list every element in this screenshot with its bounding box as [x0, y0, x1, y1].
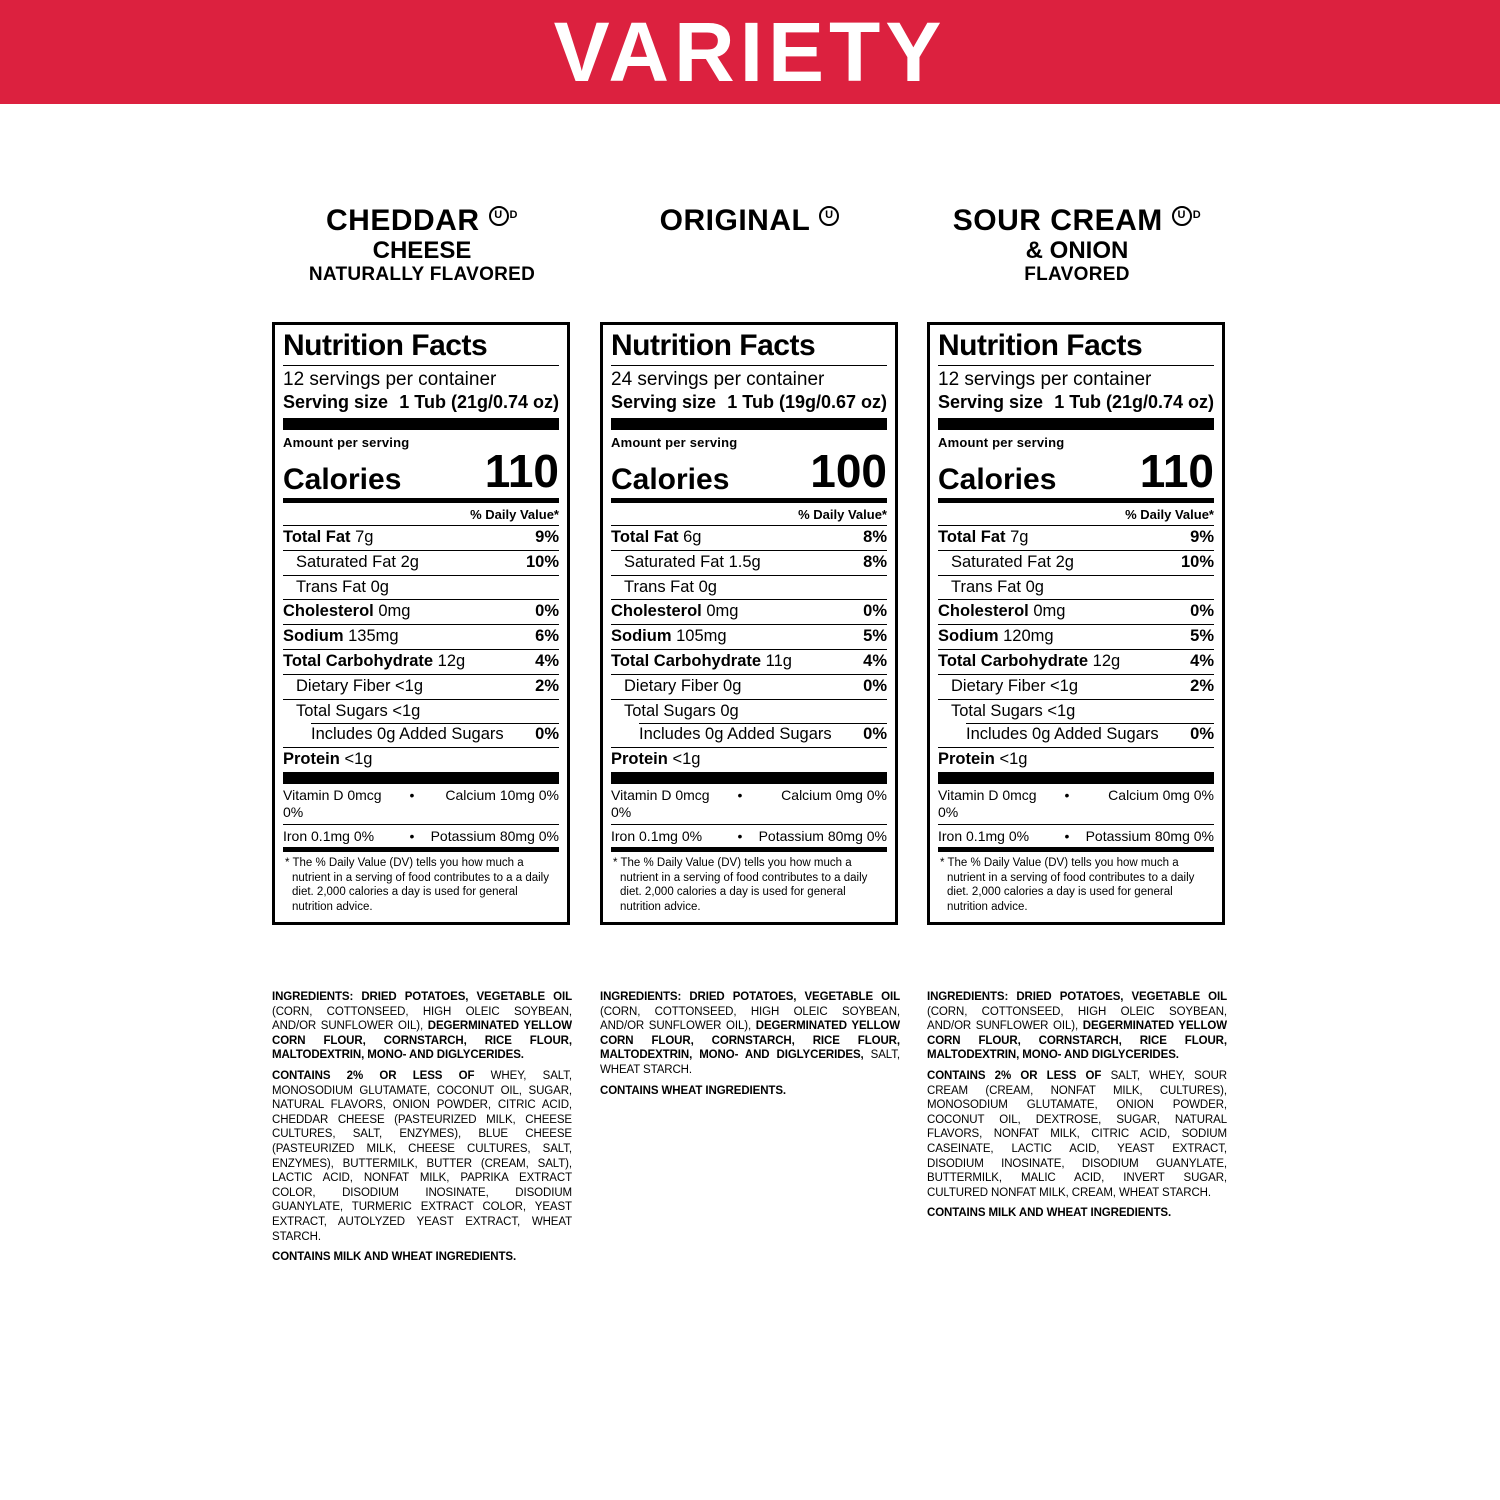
flavor-subname: CHEESE — [372, 236, 472, 264]
bullet-icon: • — [1064, 827, 1070, 844]
flavor-title — [272, 205, 572, 285]
calories-row — [283, 445, 559, 498]
kosher-ou-d-icon: U D — [1172, 198, 1201, 231]
nutrient-row: Trans Fat 0g — [283, 575, 559, 600]
calories-value: 110 — [1139, 445, 1214, 498]
nutrient-row: Cholesterol 0mg 0% — [611, 599, 887, 624]
vitamin-row: Iron 0.1mg 0% • Potassium 80mg 0% — [938, 824, 1214, 848]
column-sour-cream-onion — [927, 204, 1227, 1220]
flavor-title — [927, 205, 1227, 285]
nutrient-row: Saturated Fat 2g 10% — [283, 550, 559, 575]
footnote: * The % Daily Value (DV) tells you how much a nutrient in a serving of food contributes to a daily diet. 2,000 calories a day is used for general nutrition advice. — [940, 857, 1195, 913]
daily-value-header: % Daily Value* — [470, 507, 559, 523]
serving-size-value: 1 Tub (21g/0.74 oz) — [399, 392, 559, 413]
nutrient-row: Dietary Fiber 0g 0% — [611, 674, 887, 699]
nutrient-row: Sodium 120mg 5% — [938, 624, 1214, 649]
nutrient-row: Total Carbohydrate 11g 4% — [611, 649, 887, 674]
daily-value-header: % Daily Value* — [1125, 507, 1214, 523]
serving-size-row — [283, 390, 559, 418]
nutrient-row: Includes 0g Added Sugars 0% — [938, 723, 1214, 747]
serving-size-label: Serving size — [283, 392, 389, 413]
nutrient-row: Dietary Fiber <1g 2% — [283, 674, 559, 699]
divider-thick — [611, 772, 887, 784]
nutrient-row: Dietary Fiber <1g 2% — [938, 674, 1214, 699]
calories-value: 100 — [810, 445, 887, 498]
servings-per-container: 12 servings per container — [938, 368, 1152, 390]
nutrient-row: Includes 0g Added Sugars 0% — [283, 723, 559, 747]
vitamin-row: Iron 0.1mg 0% • Potassium 80mg 0% — [283, 824, 559, 848]
kosher-ou-icon: U — [819, 198, 840, 231]
serving-size-label: Serving size — [938, 392, 1044, 413]
column-original — [600, 204, 900, 1097]
flavor-name-line — [272, 205, 572, 237]
calories-label: Calories — [611, 462, 730, 496]
flavor-descriptor: NATURALLY FLAVORED — [308, 263, 536, 285]
serving-size-label: Serving size — [611, 392, 717, 413]
nutrient-row: Saturated Fat 2g 10% — [938, 550, 1214, 575]
vitamin-row: Vitamin D 0mcg 0% • Calcium 10mg 0% — [283, 787, 559, 820]
nutrient-row: Total Sugars <1g — [938, 699, 1214, 724]
nutrient-row: Protein <1g — [283, 747, 559, 772]
ingredients-text: INGREDIENTS: DRIED POTATOES, VEGETABLE OIL (CORN, COTTONSEED, HIGH OLEIC SOYBEAN, AND/OR SUNFLOWER OIL), DEGERMINATED YELLOW CORN FLOUR, CORNSTARCH, RICE FLOUR, MALTODEXTRIN, MONO- AND DIGLYCERIDES. CONTAINS 2% OR LESS OF SALT, WHEY, SOUR CREAM (CREAM, NONFAT MILK, CULTURES), MONOSODIUM GLUTAMATE, ONION POWDER, COCONUT OIL, DEXTROSE, SUGAR, NATURAL FLAVORS, NONFAT MILK, CITRIC ACID, SODIUM CASEINATE, LACTIC ACID, YEAST EXTRACT, DISODIUM INOSINATE, DISODIUM GUANYLATE, BUTTERMILK, MALIC ACID, INVERT SUGAR, CULTURED NONFAT MILK, CREAM, WHEAT STARCH. CONTAINS MILK AND WHEAT INGREDIENTS. — [927, 991, 1227, 1220]
column-cheddar-cheese — [272, 204, 572, 1264]
vitamins-rows — [283, 784, 559, 847]
nutrient-row: Total Fat 7g 9% — [283, 525, 559, 550]
flavor-name-line — [600, 205, 900, 237]
calories-label: Calories — [283, 462, 402, 496]
nutrient-row: Sodium 105mg 5% — [611, 624, 887, 649]
flavor-descriptor: FLAVORED — [1024, 263, 1130, 285]
vitamin-row: Vitamin D 0mcg 0% • Calcium 0mg 0% — [611, 787, 887, 820]
nutrient-row: Saturated Fat 1.5g 8% — [611, 550, 887, 575]
servings-per-container: 24 servings per container — [611, 368, 825, 390]
serving-size-row — [611, 390, 887, 418]
nutrient-row: Total Fat 7g 9% — [938, 525, 1214, 550]
nutrient-row: Trans Fat 0g — [938, 575, 1214, 600]
nutrient-row: Trans Fat 0g — [611, 575, 887, 600]
calories-row — [611, 445, 887, 498]
bullet-icon: • — [1064, 787, 1070, 803]
daily-value-header: % Daily Value* — [798, 507, 887, 523]
divider-thick — [938, 418, 1214, 430]
amount-per-serving-label: Amount per serving — [611, 435, 738, 451]
nutrient-rows — [938, 525, 1214, 772]
nutrition-facts-panel — [272, 322, 570, 925]
nutrient-row: Cholesterol 0mg 0% — [938, 599, 1214, 624]
calories-label: Calories — [938, 462, 1057, 496]
vitamins-rows — [611, 784, 887, 847]
divider-thick — [938, 772, 1214, 784]
nutrient-row: Total Sugars <1g — [283, 699, 559, 724]
footnote: * The % Daily Value (DV) tells you how much a nutrient in a serving of food contributes to a daily diet. 2,000 calories a day is used for general nutrition advice. — [613, 857, 868, 913]
divider-thick — [283, 772, 559, 784]
flavor-name-line — [927, 205, 1227, 237]
bullet-icon: • — [737, 787, 743, 803]
vitamins-rows — [938, 784, 1214, 847]
nutrient-row: Includes 0g Added Sugars 0% — [611, 723, 887, 747]
panel-title: Nutrition Facts — [283, 330, 559, 366]
nutrient-row: Protein <1g — [611, 747, 887, 772]
flavor-title — [600, 205, 900, 237]
variety-banner — [0, 0, 1500, 104]
panel-title: Nutrition Facts — [611, 330, 887, 366]
flavor-name: ORIGINAL — [659, 204, 811, 237]
calories-row — [938, 445, 1214, 498]
servings-per-container: 12 servings per container — [283, 368, 497, 390]
flavor-name: CHEDDAR — [326, 204, 480, 237]
serving-size-value: 1 Tub (21g/0.74 oz) — [1054, 392, 1214, 413]
nutrient-row: Cholesterol 0mg 0% — [283, 599, 559, 624]
vitamin-row: Vitamin D 0mcg 0% • Calcium 0mg 0% — [938, 787, 1214, 820]
nutrient-rows — [283, 525, 559, 772]
amount-per-serving-label: Amount per serving — [938, 435, 1065, 451]
divider-thick — [611, 418, 887, 430]
serving-size-row — [938, 390, 1214, 418]
nutrient-row: Total Sugars 0g — [611, 699, 887, 724]
nutrient-row: Total Carbohydrate 12g 4% — [283, 649, 559, 674]
calories-value: 110 — [484, 445, 559, 498]
footnote: * The % Daily Value (DV) tells you how much a nutrient in a serving of food contributes to a a daily diet. 2,000 calories a day is used for general nutrition advice. — [285, 857, 549, 913]
nutrition-facts-panel — [600, 322, 898, 925]
nutrient-row: Total Carbohydrate 12g 4% — [938, 649, 1214, 674]
bullet-icon: • — [409, 827, 415, 844]
nutrition-facts-panel — [927, 322, 1225, 925]
amount-per-serving-label: Amount per serving — [283, 435, 410, 451]
flavor-name: SOUR CREAM — [952, 204, 1163, 237]
divider-thick — [283, 418, 559, 430]
nutrient-row: Total Fat 6g 8% — [611, 525, 887, 550]
bullet-icon: • — [409, 787, 415, 803]
ingredients-text: INGREDIENTS: DRIED POTATOES, VEGETABLE OIL (CORN, COTTONSEED, HIGH OLEIC SOYBEAN, AND/OR SUNFLOWER OIL), DEGERMINATED YELLOW CORN FLOUR, CORNSTARCH, RICE FLOUR, MALTODEXTRIN, MONO- AND DIGLYCERIDES. CONTAINS 2% OR LESS OF WHEY, SALT, MONOSODIUM GLUTAMATE, COCONUT OIL, SUGAR, NATURAL FLAVORS, ONION POWDER, CITRIC ACID, CHEDDAR CHEESE (PASTEURIZED MILK, CHEESE CULTURES, SALT, ENZYMES), BLUE CHEESE (PASTEURIZED MILK, CHEESE CULTURES, SALT, ENZYMES), BUTTERMILK, BUTTER (CREAM, SALT), LACTIC ACID, NONFAT MILK, PAPRIKA EXTRACT COLOR, DISODIUM INOSINATE, DISODIUM GUANYLATE, TURMERIC EXTRACT COLOR, YEAST EXTRACT, AUTOLYZED YEAST EXTRACT, WHEAT STARCH. CONTAINS MILK AND WHEAT INGREDIENTS. — [272, 991, 572, 1264]
panel-title: Nutrition Facts — [938, 330, 1214, 366]
nutrient-row: Protein <1g — [938, 747, 1214, 772]
vitamin-row: Iron 0.1mg 0% • Potassium 80mg 0% — [611, 824, 887, 848]
banner-title: VARIETY — [553, 5, 947, 99]
nutrient-row: Sodium 135mg 6% — [283, 624, 559, 649]
bullet-icon: • — [737, 827, 743, 844]
ingredients-text: INGREDIENTS: DRIED POTATOES, VEGETABLE OIL (CORN, COTTONSEED, HIGH OLEIC SOYBEAN, AND/OR SUNFLOWER OIL), DEGERMINATED YELLOW CORN FLOUR, CORNSTARCH, RICE FLOUR, MALTODEXTRIN, MONO- AND DIGLYCERIDES, SALT, WHEAT STARCH. CONTAINS WHEAT INGREDIENTS. — [600, 991, 900, 1097]
flavor-subname: & ONION — [1025, 236, 1129, 264]
nutrient-rows — [611, 525, 887, 772]
serving-size-value: 1 Tub (19g/0.67 oz) — [727, 392, 887, 413]
kosher-ou-d-icon: U D — [489, 198, 518, 231]
